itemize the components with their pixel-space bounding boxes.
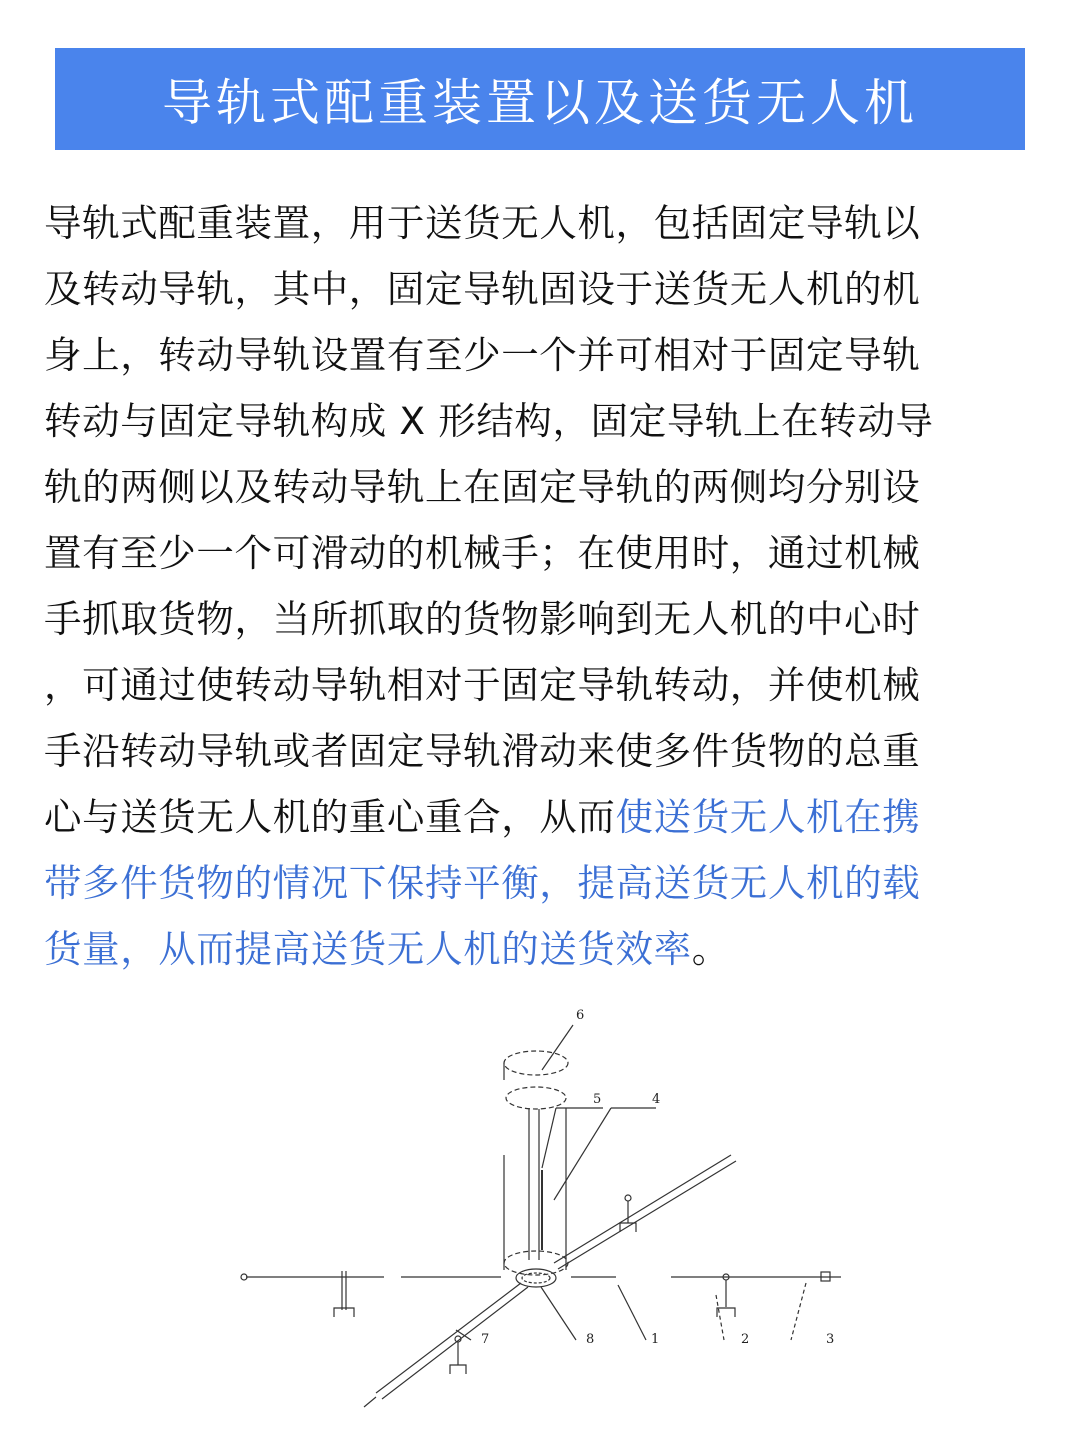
svg-text:8: 8 (586, 1332, 595, 1347)
svg-text:1: 1 (651, 1332, 660, 1347)
text-line (44, 388, 1036, 454)
text-line (44, 916, 1036, 982)
line-text: 心与送货无人机的重心重合，从而 (44, 795, 616, 839)
text-line (44, 256, 1036, 322)
line-text: 转动与固定导轨构成 X 形结构，固定导轨上在转动导 (44, 399, 934, 443)
line-text: 手抓取货物，当所抓取的货物影响到无人机的中心时 (44, 597, 921, 641)
patent-drawing-icon (236, 995, 846, 1415)
highlight-text: 带多件货物的情况下保持平衡，提高送货无人机的载 (44, 861, 921, 905)
line-tail: 。 (691, 927, 730, 971)
highlight-text: 使送货无人机在携 (615, 795, 921, 839)
patent-figure (236, 995, 846, 1415)
svg-text:5: 5 (593, 1092, 602, 1107)
svg-text:4: 4 (652, 1092, 661, 1107)
text-line (44, 454, 1036, 520)
line-text: 导轨式配重装置，用于送货无人机，包括固定导轨以 (44, 201, 921, 245)
line-text: 轨的两侧以及转动导轨上在固定导轨的两侧均分别设 (44, 465, 921, 509)
line-text: 身上，转动导轨设置有至少一个并可相对于固定导轨 (44, 333, 921, 377)
text-line (44, 784, 1036, 850)
line-text: 及转动导轨，其中，固定导轨固设于送货无人机的机 (44, 267, 921, 311)
text-line (44, 520, 1036, 586)
page-title: 导轨式配重装置以及送货无人机 (162, 74, 918, 132)
description-paragraph (44, 190, 1036, 982)
text-line (44, 718, 1036, 784)
svg-text:7: 7 (481, 1332, 490, 1347)
line-text: 置有至少一个可滑动的机械手；在使用时，通过机械 (44, 531, 921, 575)
highlight-text: 货量，从而提高送货无人机的送货效率 (44, 927, 692, 971)
svg-text:3: 3 (826, 1332, 835, 1347)
text-line (44, 190, 1036, 256)
title-banner (55, 48, 1025, 150)
svg-text:6: 6 (576, 1008, 585, 1023)
text-line (44, 850, 1036, 916)
line-text: ，可通过使转动导轨相对于固定导轨转动，并使机械 (44, 663, 921, 707)
text-line (44, 586, 1036, 652)
svg-text:2: 2 (741, 1332, 750, 1347)
text-line (44, 652, 1036, 718)
line-text: 手沿转动导轨或者固定导轨滑动来使多件货物的总重 (44, 729, 921, 773)
text-line (44, 322, 1036, 388)
